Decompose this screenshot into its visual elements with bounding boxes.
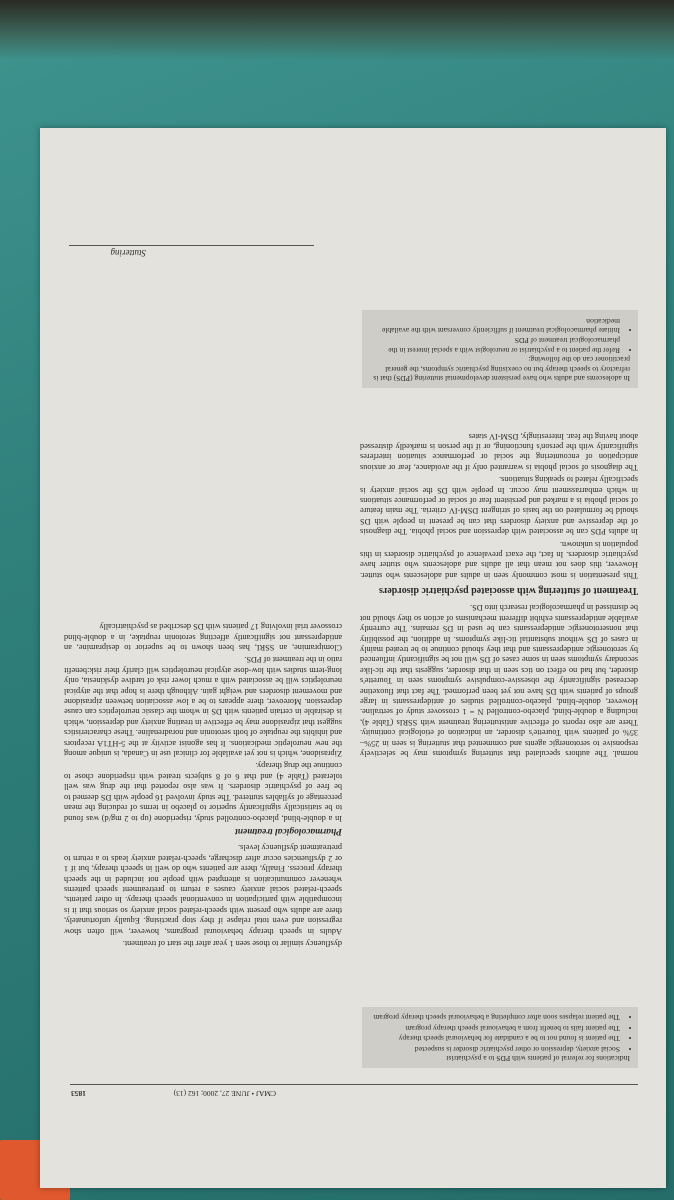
paragraph: normal. The authors speculated that stuttering symptoms may be selectively responsive to serotonergic agents and commented that stuttering is seen in 25%–35% of patients with Tourette's disorder, an indication of etiological continuity. There are also reports of effective antistuttering treatment with SSRIs (Table 4), including a double-blind, placebo-controlled N = 1 crossover study of sertraline. However, double-blind, placebo-controlled studies of antidepressants in large groups of patients with DS have not yet been performed. The fact that fluoxetine decreased significantly the obsessive-compulsive symptoms seen in Tourette's disorder, but had no effect on tics seen in that disorder, suggests that the tic-like secondary symptoms seen in some cases of DS will not be significantly influenced by serotonergic antidepressants and that they should continue to be treated mainly in cases of DS without substantial tic-like symptoms. In addition, the possibility that nonserotonergic antidepressants can be used in DS remains. The currently available antidepressants exhibit different mechanisms of action so they should not be dismissed in pharmacological research into DS. — [360, 603, 638, 758]
paragraph: Clomipramine, an SSRI, has been shown to be superior to desipramine, an antidepressant not significantly affecting serotonin reuptake, in a double-blind crossover trial involving 17 patients with DS described as psychiatrically — [64, 622, 342, 653]
box-list-item: • The patient is found not to be a candidate for behavioural speech therapy — [370, 1034, 620, 1043]
journal-page — [40, 128, 666, 1188]
box-list-item: • The patient relapses soon after completing a behavioural speech therapy program — [370, 1013, 620, 1022]
paragraph: Adults in speech therapy behavioural programs, however, will often show regression and even total relapse if they stop practising. Equally unfortunately, there are adults who present with speech-related social anxiety so serious that it is incompatible with participation in conventional speech therapy. In other patients, speech-related social anxiety causes a return to pretreatment speech patterns whenever communication is attempted with people not included in the speech therapy process. Finally, there are patients who do well in speech therapy, but if 1 or 2 dysfluencies occur after discharge, speech-related anxiety leads to a return to pretreatment dysfluency levels. — [64, 843, 342, 936]
box-list-item: • The patient fails to benefit from a behavioural speech therapy program — [370, 1023, 620, 1032]
left-column — [64, 619, 342, 948]
right-column — [360, 428, 638, 758]
paragraph: dysfluency similar to those seen 1 year after the start of treatment. — [122, 939, 342, 948]
footer-citation: CMAJ • JUNE 27, 2000; 162 (13) — [173, 1089, 276, 1098]
box-list-item: • Social anxiety, depression or other psychiatric disorder is suspected — [370, 1044, 620, 1053]
header-rule — [69, 245, 314, 246]
section-heading: Treatment of stuttering with associated psychiatric disorders — [378, 584, 638, 596]
sidebar-box-treatment — [362, 310, 638, 388]
background-shadow — [0, 0, 674, 60]
box-intro: In adolescents and adults who have persistent developmental stuttering (PDS) that is refractory to speech therapy but no coexisting psychiatric symptoms, the general practitioner can do the following: — [373, 355, 630, 383]
paragraph: This presentation is most commonly seen in adults and adolescents who stutter. However, this does not mean that all adults and adolescents who stutter have psychiatric disorders. In fact, the exact prevalence of psychiatric disorders in this population is unknown. — [360, 539, 638, 580]
running-header: Stuttering — [110, 248, 146, 258]
footer-rule — [70, 1084, 638, 1085]
paragraph: In a double-blind, placebo-controlled study, risperidone (up to 2 mg/d) was found to be statistically significantly superior to placebo in terms of reducing the mean percentage of syllables stuttered. The study involved 16 people with DS deemed to be free of psychiatric disorders. It was also reported that the drug was well tolerated (Table 4) and that 6 of 8 subjects treated with risperidone chose to continue the drug therapy. — [64, 761, 342, 823]
sidebar-box-referral — [362, 1007, 638, 1068]
page-content-rotated — [40, 128, 666, 1188]
pharm-heading: Pharmacological treatment — [235, 825, 342, 836]
paragraph: In adults PDS can be associated with depression and social phobia. The diagnosis of the depressive and anxiety disorders that can be present in people with DS should be formulated on the basis of stringent DSM-IV criteria. The main feature of social phobia is a marked and persistent fear of social or performance situations in which embarrassment may occur. In people with DS the social anxiety is specifically related to speaking situations. — [360, 475, 638, 537]
box-list — [370, 316, 630, 355]
paragraph: Ziprasidone, which is not yet available for clinical use in Canada, is unique among the new neuroleptic medications. It has agonist activity at the 5-HT1A receptors and inhibits the reuptake of both serotonin and noradrenaline. These characteristics suggest that ziprasidone may be effective in treating anxiety and depression, which is desirable in certain patients with DS in whom the classic neuroleptics can cause depression. Moreover, there appears to be a low association between ziprasidone and movement disorders and weight gain. Although there is hope that the atypical neuroleptics will be associated with a much lower risk of tardive dyskinesia, only long-term studies with low-dose atypical neuroleptics will clarify their risk:benefit ratio in the treatment of PDS. — [64, 655, 342, 759]
box-list-item: • Refer the patient to a psychiatrist or neurologist with a special interest in the pharmacological treatment of PDS — [370, 336, 620, 355]
box-intro: Indications for referral of patients with PDS to a psychiatrist — [446, 1054, 630, 1063]
page-number: 1853 — [71, 1089, 86, 1098]
paragraph: The diagnosis of social phobia is warranted only if the avoidance, fear or anxious anticipation of encountering the social or performance situation interferes significantly with the person's functioning, or if the person is markedly distressed about having the fear. Interestingly, DSM-IV states — [360, 431, 638, 472]
box-list-item: • Initiate pharmacological treatment if sufficiently conversant with the available medication — [370, 316, 620, 335]
box-list — [370, 1013, 630, 1054]
